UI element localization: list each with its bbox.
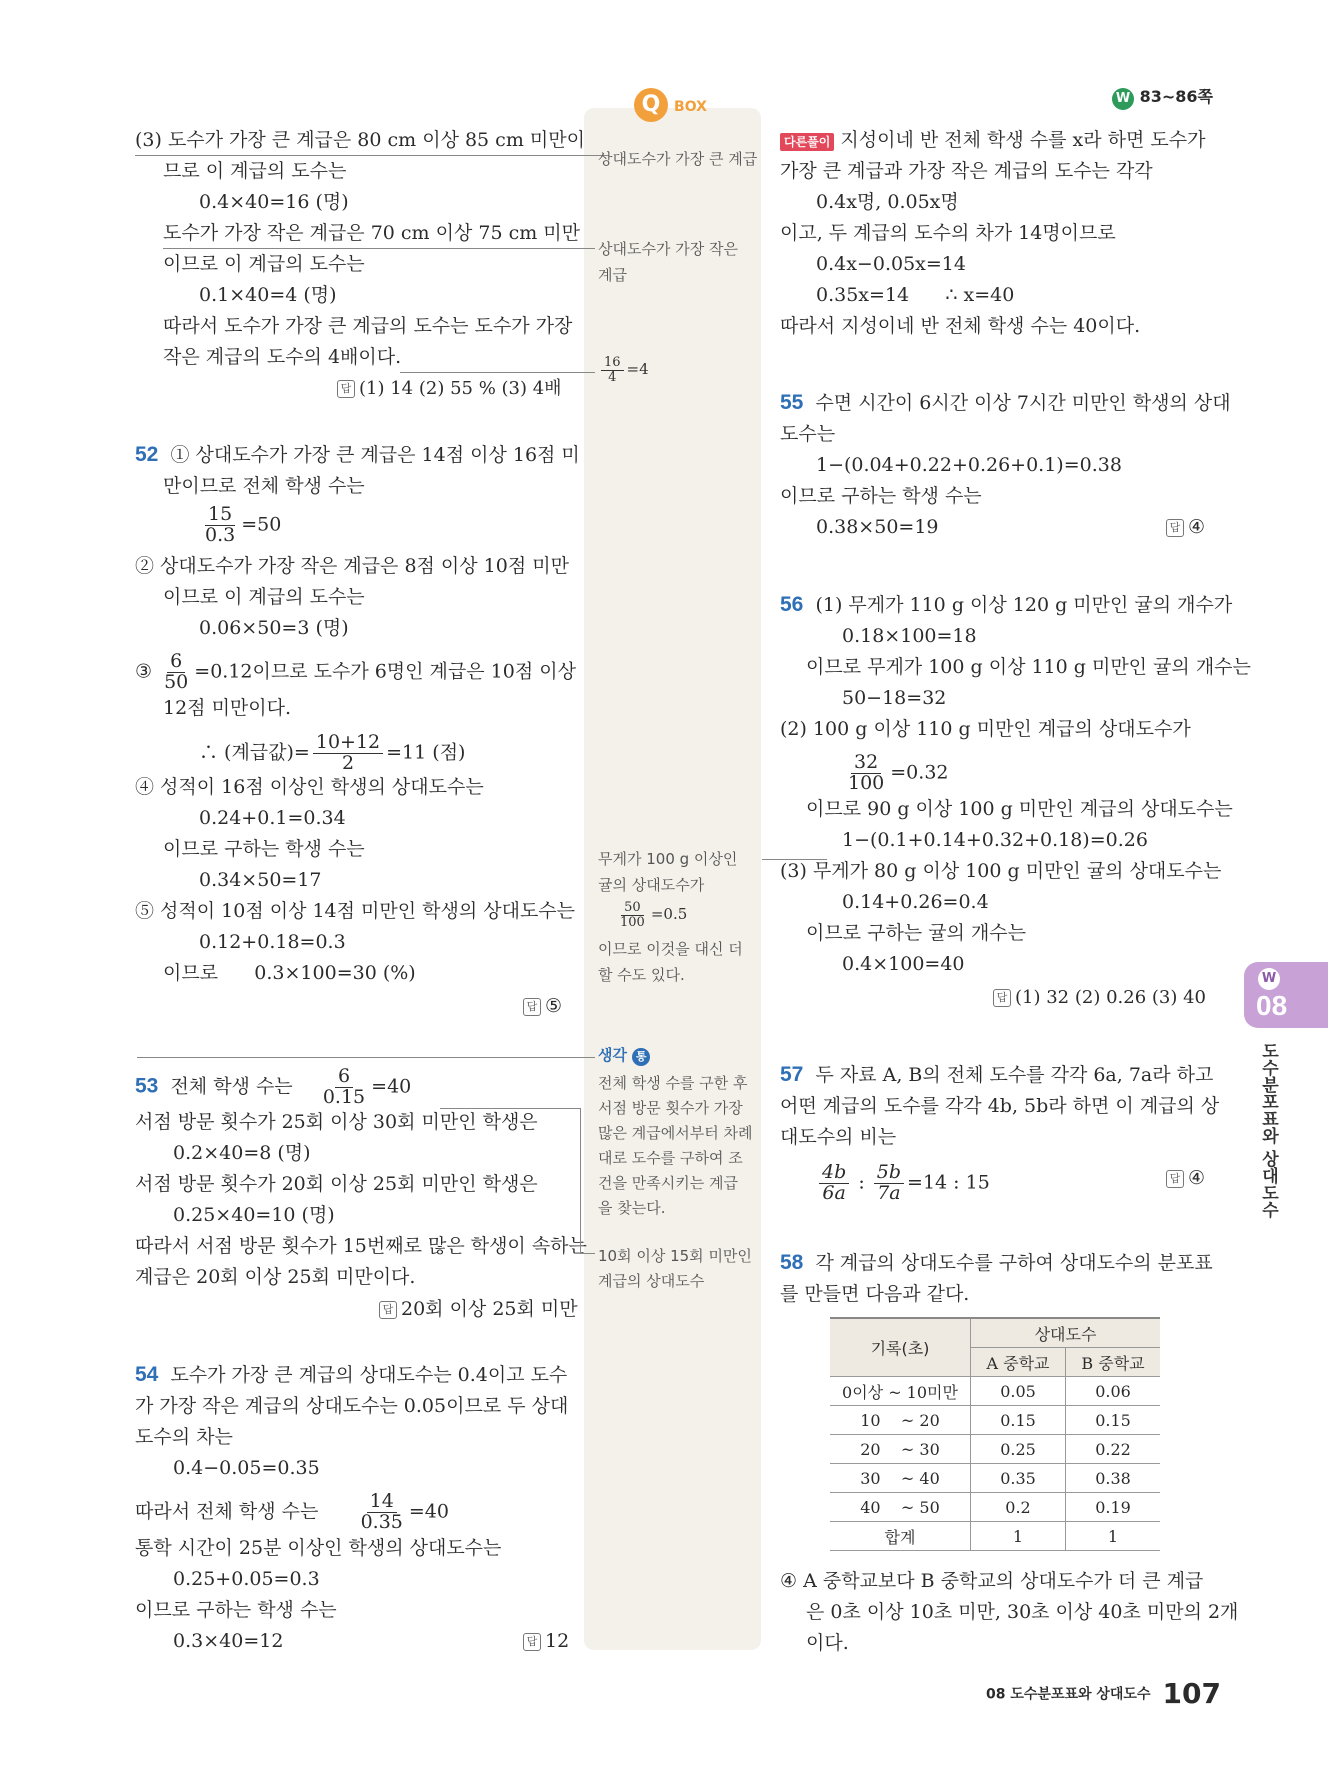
- text-line: ⑤ 성적이 10점 이상 14점 미만인 학생의 상대도수는: [135, 900, 576, 922]
- text-line: 0.34×50=17: [199, 869, 322, 891]
- text-line: 만이므로 전체 학생 수는: [163, 475, 365, 497]
- think-badge-icon: 통: [632, 1048, 650, 1066]
- table-cell: 합계: [830, 1522, 971, 1551]
- fraction: $\frac{10+12}{2}$: [313, 733, 383, 774]
- answer-icon: 답: [379, 1301, 397, 1319]
- fraction: $\frac{50}{100}$: [620, 900, 645, 930]
- connector-line: [580, 1108, 581, 1253]
- side-note: 대로 도수를 구하여 조: [598, 1149, 743, 1167]
- problem-number: 58: [780, 1251, 804, 1274]
- text-line: 0.4−0.05=0.35: [173, 1457, 320, 1479]
- text-line: 0.4×100=40: [842, 953, 965, 975]
- page-range: 83~86쪽: [1139, 87, 1213, 106]
- table-cell: 0.38: [1066, 1464, 1161, 1493]
- table-row: [830, 1522, 1160, 1551]
- side-note: $\frac{50}{100}$ =0.5: [614, 901, 687, 929]
- text-line: 서점 방문 횟수가 20회 이상 25회 미만인 학생은: [135, 1173, 538, 1195]
- text-line: 이다.: [806, 1632, 849, 1654]
- fraction: $\frac{5b}{7a}$: [874, 1163, 904, 1204]
- side-note: 을 찾는다.: [598, 1199, 666, 1217]
- text-line: (2) 100 g 이상 110 g 미만인 계급의 상대도수가: [780, 718, 1191, 740]
- text-line: (3) 무게가 80 g 이상 100 g 미만인 귤의 상대도수는: [780, 860, 1222, 882]
- text-line: 대도수의 비는: [780, 1126, 897, 1148]
- text-line: 0.25+0.05=0.3: [173, 1568, 320, 1590]
- text-line: 도수가 가장 작은 계급은 70 cm 이상 75 cm 미만: [163, 218, 582, 249]
- problem-number: 52: [135, 443, 159, 466]
- text-line: 이고, 두 계급의 도수의 차가 14명이므로: [780, 222, 1116, 244]
- text-line: (3) 도수가 가장 큰 계급은 80 cm 이상 85 cm 미만이: [135, 125, 609, 156]
- side-note: 상대도수가 가장 작은: [598, 240, 738, 258]
- w-badge-icon: W: [1258, 968, 1280, 990]
- chapter-tab[interactable]: [1244, 962, 1328, 1028]
- qbox-logo: [634, 88, 707, 122]
- text-line: 0.24+0.1=0.34: [199, 807, 346, 829]
- answer-icon: 답: [337, 380, 355, 398]
- table-row: [830, 1435, 1160, 1464]
- side-note: 많은 계급에서부터 차례: [598, 1124, 753, 1142]
- answer-53: 답 20회 이상 25회 미만: [379, 1294, 578, 1324]
- text-line: 은 0초 이상 10초 미만, 30초 이상 40초 미만의 2개: [806, 1601, 1239, 1623]
- problem-number: 53: [135, 1074, 159, 1098]
- answer-icon: 답: [523, 1633, 541, 1651]
- table-header-relative: 상대도수: [971, 1318, 1161, 1348]
- fraction: $\frac{16}{4}$: [601, 356, 624, 384]
- text-line: 서점 방문 횟수가 25회 이상 30회 미만인 학생은: [135, 1111, 538, 1133]
- answer-55: 답 ④: [1166, 512, 1205, 542]
- fraction-line: $\frac{32}{100}$ =0.32: [842, 753, 949, 794]
- text-line: 따라서 지성이네 반 전체 학생 수는 40이다.: [780, 315, 1141, 337]
- text-line: ② 상대도수가 가장 작은 계급은 8점 이상 10점 미만: [135, 555, 569, 577]
- text-line: 12점 미만이다.: [163, 697, 292, 719]
- problem-number: 55: [780, 391, 804, 414]
- side-note: $\frac{16}{4}$ =4: [598, 356, 649, 384]
- table-cell: 0.25: [971, 1435, 1066, 1464]
- text-line: 따라서 도수가 가장 큰 계급의 도수는 도수가 가장: [163, 315, 573, 337]
- footer: [986, 1677, 1221, 1710]
- text-line: 따라서 서점 방문 횟수가 15번째로 많은 학생이 속하는: [135, 1235, 587, 1257]
- problem-number: 54: [135, 1363, 159, 1386]
- text-line: 가장 큰 계급과 가장 작은 계급의 도수는 각각: [780, 160, 1153, 182]
- text-line: 0.1×40=4 (명): [199, 284, 337, 306]
- text-line: 0.4×40=16 (명): [199, 191, 349, 213]
- table-cell: 0.2: [971, 1493, 1066, 1522]
- table-cell: 10 ~ 20: [830, 1406, 971, 1435]
- text-line: 이므로 이 계급의 도수는: [163, 586, 365, 608]
- qbox-label: BOX: [674, 99, 707, 115]
- side-note: 건을 만족시키는 계급: [598, 1174, 738, 1192]
- table-cell: 0.15: [1066, 1406, 1161, 1435]
- side-note: 서점 방문 횟수가 가장: [598, 1099, 743, 1117]
- text-line: 이므로 90 g 이상 100 g 미만인 계급의 상대도수는: [806, 798, 1233, 820]
- text-line: 다른풀이 지성이네 반 전체 학생 수를 x라 하면 도수가: [780, 125, 1205, 155]
- fraction-line: $\frac{4b}{6a}$ : $\frac{5b}{7a}$ =14 : 15: [816, 1163, 990, 1204]
- text-line: 어떤 계급의 도수를 각각 4b, 5b라 하면 이 계급의 상: [780, 1095, 1220, 1117]
- answer-icon: 답: [993, 989, 1011, 1007]
- w-badge-icon: W: [1112, 88, 1134, 110]
- table-cell: 1: [971, 1522, 1066, 1551]
- text-line: 50−18=32: [842, 687, 947, 709]
- table-header-b: B 중학교: [1066, 1348, 1161, 1377]
- text-line: 도수는: [780, 423, 836, 445]
- text-line: 이므로 구하는 학생 수는: [780, 485, 982, 507]
- text-line: 0.35x=14 ∴ x=40: [816, 284, 1015, 306]
- problem-number: 56: [780, 593, 804, 616]
- text-line: 이므로 이 계급의 도수는: [163, 253, 365, 275]
- text-line: 가 가장 작은 계급의 상대도수는 0.05이므로 두 상대: [135, 1395, 569, 1417]
- connector-line: [137, 1057, 595, 1058]
- text-line: 0.38×50=19: [816, 516, 939, 538]
- side-note: 계급의 상대도수: [598, 1272, 705, 1290]
- table-header-a: A 중학교: [971, 1348, 1066, 1377]
- page-number: 107: [1162, 1677, 1221, 1710]
- answer-56: 답 (1) 32 (2) 0.26 (3) 40: [993, 983, 1206, 1013]
- table-row: [830, 1377, 1160, 1406]
- fraction: $\frac{6}{0.15}$: [322, 1065, 366, 1108]
- qbox-q-icon: Q: [634, 88, 668, 122]
- text-line: 이므로 구하는 귤의 개수는: [806, 922, 1027, 944]
- text-line: 이므로 무게가 100 g 이상 110 g 미만인 귤의 개수는: [806, 656, 1251, 678]
- answer-52: 답 ⑤: [523, 991, 562, 1021]
- text-line: 0.18×100=18: [842, 625, 977, 647]
- table-cell: 0.05: [971, 1377, 1066, 1406]
- table-cell: 30 ~ 40: [830, 1464, 971, 1493]
- text-line: 작은 계급의 도수의 4배이다.: [163, 346, 402, 368]
- table-row: [830, 1464, 1160, 1493]
- fraction-line: ∴ (계급값)= $\frac{10+12}{2}$ =11 (점): [199, 731, 466, 774]
- text-line: 0.4x−0.05x=14: [816, 253, 966, 275]
- text-line: 0.4x명, 0.05x명: [816, 191, 959, 213]
- fraction: $\frac{6}{50}$: [164, 650, 189, 693]
- table-cell: 0.35: [971, 1464, 1066, 1493]
- text-line: 를 만들면 다음과 같다.: [780, 1283, 970, 1305]
- fraction-line: $\frac{15}{0.3}$ =50: [199, 505, 281, 546]
- relative-frequency-table: [830, 1317, 1160, 1551]
- answer-57: 답 ④: [1166, 1163, 1205, 1193]
- connector-line: [400, 372, 595, 373]
- chapter-number: 08: [1256, 990, 1288, 1021]
- side-note: 상대도수가 가장 큰 계급: [598, 150, 758, 168]
- answer-icon: 답: [1166, 519, 1184, 537]
- side-note: 10회 이상 15회 미만인: [598, 1247, 752, 1265]
- fraction: $\frac{14}{0.35}$: [360, 1490, 403, 1533]
- text-line: 0.3×40=12: [173, 1630, 284, 1652]
- table-cell: 0.22: [1066, 1435, 1161, 1464]
- text-line: 1−(0.04+0.22+0.26+0.1)=0.38: [816, 454, 1122, 476]
- fraction-line: ③ $\frac{6}{50}$ =0.12이므로 도수가 6명인 계급은 10점 이상: [135, 650, 576, 693]
- text-line: 0.12+0.18=0.3: [199, 931, 346, 953]
- connector-line: [565, 155, 595, 156]
- text-line: ④ 성적이 16점 이상인 학생의 상대도수는: [135, 776, 484, 798]
- table-row: [830, 1493, 1160, 1522]
- side-note: 전체 학생 수를 구한 후: [598, 1074, 748, 1092]
- table-cell: 20 ~ 30: [830, 1435, 971, 1464]
- fraction-line: 따라서 전체 학생 수는 $\frac{14}{0.35}$ =40: [135, 1490, 449, 1533]
- table-cell: 0.15: [971, 1406, 1066, 1435]
- side-note: 계급: [598, 266, 627, 284]
- text-line: 므로 이 계급의 도수는: [163, 160, 347, 182]
- text-line: 53 전체 학생 수는 $\frac{6}{0.15}$ =40: [135, 1065, 412, 1108]
- connector-line: [440, 1108, 580, 1109]
- text-line: 이므로 0.3×100=30 (%): [163, 962, 416, 984]
- table-cell: 0.06: [1066, 1377, 1161, 1406]
- table-cell: 0이상 ~ 10미만: [830, 1377, 971, 1406]
- page-range-header: [1112, 84, 1213, 110]
- text-line: 0.14+0.26=0.4: [842, 891, 989, 913]
- text-line: 0.25×40=10 (명): [173, 1204, 335, 1226]
- fraction: $\frac{32}{100}$: [848, 751, 885, 794]
- text-line: 0.2×40=8 (명): [173, 1142, 311, 1164]
- text-line: 계급은 20회 이상 25회 미만이다.: [135, 1266, 416, 1288]
- problem-number: 57: [780, 1063, 804, 1086]
- table-cell: 0.19: [1066, 1493, 1161, 1522]
- text-line: 56 (1) 무게가 110 g 이상 120 g 미만인 귤의 개수가: [780, 593, 1233, 616]
- fraction: $\frac{4b}{6a}$: [819, 1163, 849, 1204]
- answer-icon: 답: [1166, 1170, 1184, 1188]
- table-cell: 40 ~ 50: [830, 1493, 971, 1522]
- alt-solution-tag: 다른풀이: [780, 133, 834, 151]
- text-line: 도수의 차는: [135, 1426, 233, 1448]
- table-header-record: 기록(초): [830, 1318, 971, 1377]
- text-line: 0.06×50=3 (명): [199, 617, 349, 639]
- think-note-title: 생각 통: [598, 1042, 650, 1068]
- text-line: ④ A 중학교보다 B 중학교의 상대도수가 더 큰 계급: [780, 1570, 1204, 1592]
- text-line: 58 각 계급의 상대도수를 구하여 상대도수의 분포표: [780, 1251, 1213, 1274]
- connector-line: [565, 248, 595, 249]
- text-line: 이므로 구하는 학생 수는: [135, 1599, 337, 1621]
- side-note: 무게가 100 g 이상인: [598, 850, 738, 868]
- fraction: $\frac{15}{0.3}$: [205, 503, 236, 546]
- connector-line: [580, 1253, 595, 1254]
- answer-54: 답 12: [523, 1626, 569, 1656]
- table-cell: 1: [1066, 1522, 1161, 1551]
- text-line: 1−(0.1+0.14+0.32+0.18)=0.26: [842, 829, 1148, 851]
- chapter-title-vertical: 도수분포표와 상대도수: [1258, 1042, 1278, 1218]
- side-note: 이므로 이것을 대신 더: [598, 940, 743, 958]
- text-line: 통학 시간이 25분 이상인 학생의 상대도수는: [135, 1537, 502, 1559]
- answer-icon: 답: [523, 998, 541, 1016]
- text-line: 54 도수가 가장 큰 계급의 상대도수는 0.4이고 도수: [135, 1363, 568, 1386]
- side-note: 귤의 상대도수가: [598, 876, 705, 894]
- side-note: 할 수도 있다.: [598, 966, 685, 984]
- table-row: [830, 1406, 1160, 1435]
- answer-51: 답 (1) 14 (2) 55 % (3) 4배: [337, 374, 562, 404]
- text-line: 이므로 구하는 학생 수는: [163, 838, 365, 860]
- footer-chapter: 08 도수분포표와 상대도수: [986, 1686, 1151, 1703]
- text-line: 57 두 자료 A, B의 전체 도수를 각각 6a, 7a라 하고: [780, 1063, 1214, 1086]
- text-line: 52 ① 상대도수가 가장 큰 계급은 14점 이상 16점 미: [135, 443, 580, 466]
- text-line: 55 수면 시간이 6시간 이상 7시간 미만인 학생의 상대: [780, 391, 1231, 414]
